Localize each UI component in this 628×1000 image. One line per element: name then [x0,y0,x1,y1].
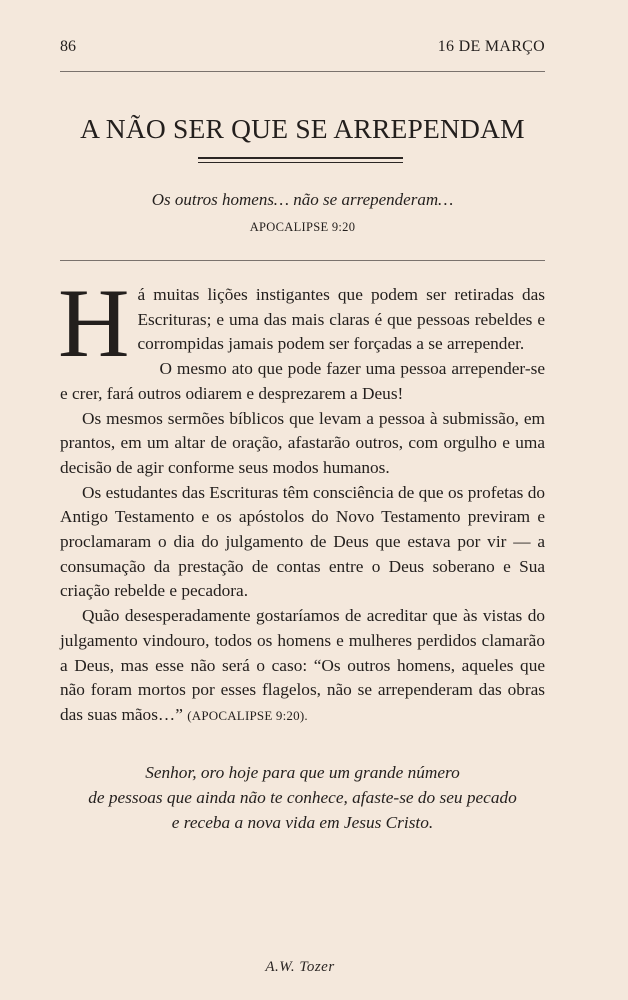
epigraph-reference: APOCALIPSE 9:20 [249,220,356,234]
paragraph-1-text: á muitas lições instigantes que podem ser retiradas das Escrituras; e uma das mais claras é que pessoas rebeldes e corrompidas jamais podem ser forçadas a se arrepender. [137,285,545,354]
prayer-line-3: e receba a nova vida em Jesus Cristo. [171,813,434,832]
title-ornament-thick [198,157,403,159]
prayer-line-1: Senhor, oro hoje para que um grande número [145,763,460,782]
paragraph-5-reference: (APOCALIPSE 9:20). [187,707,308,723]
paragraph-5-text: Quão desesperadamente gostaríamos de acreditar que às vistas do julgamento vindouro, todos os homens e mulheres perdidos clamarão a Deus, mas esse não será o caso: “Os outros homens, aqueles que não foram mortos por esses flagelos, não se arrependeram das obras das suas mãos…” [60,606,545,724]
paragraph-2: O mesmo ato que pode fazer uma pessoa arrepender-se e crer, fará outros odiarem e desprezarem a Deus! [60,359,545,403]
closing-prayer [60,760,545,835]
header-divider [60,71,545,72]
epigraph-divider [60,260,545,261]
page-number: 86 [60,38,76,55]
epigraph-quote: Os outros homens… não se arrependeram… [151,190,454,209]
author-signature: A.W. Tozer [265,959,335,975]
title-ornament-thin [198,162,403,163]
paragraph-3: Os mesmos sermões bíblicos que levam a pessoa à submissão, em prantos, em um altar de oração, afastarão outros, com orgulho e uma decisão de agir conforme seus modos humanos. [60,408,545,477]
running-header [60,38,545,60]
paragraph-5 [60,604,545,729]
prayer-line-2: de pessoas que ainda não te conhece, afaste-se do seu pecado [88,788,517,807]
paragraph-1 [58,269,545,378]
date-label: 16 DE MARÇO [437,38,545,55]
paragraph-4: Os estudantes das Escrituras têm consciência de que os profetas do Antigo Testamento e os apóstolos do Novo Testamento previram e proclamaram o dia do julgamento de Deus que estava por vir — a consumação da prestação de contas entre o Deus soberano e Sua criação rebelde e pecadora. [60,482,545,601]
devotional-body [58,269,545,729]
drop-cap: H [58,269,130,378]
page-title: A NÃO SER QUE SE ARREPENDAM [80,113,525,144]
